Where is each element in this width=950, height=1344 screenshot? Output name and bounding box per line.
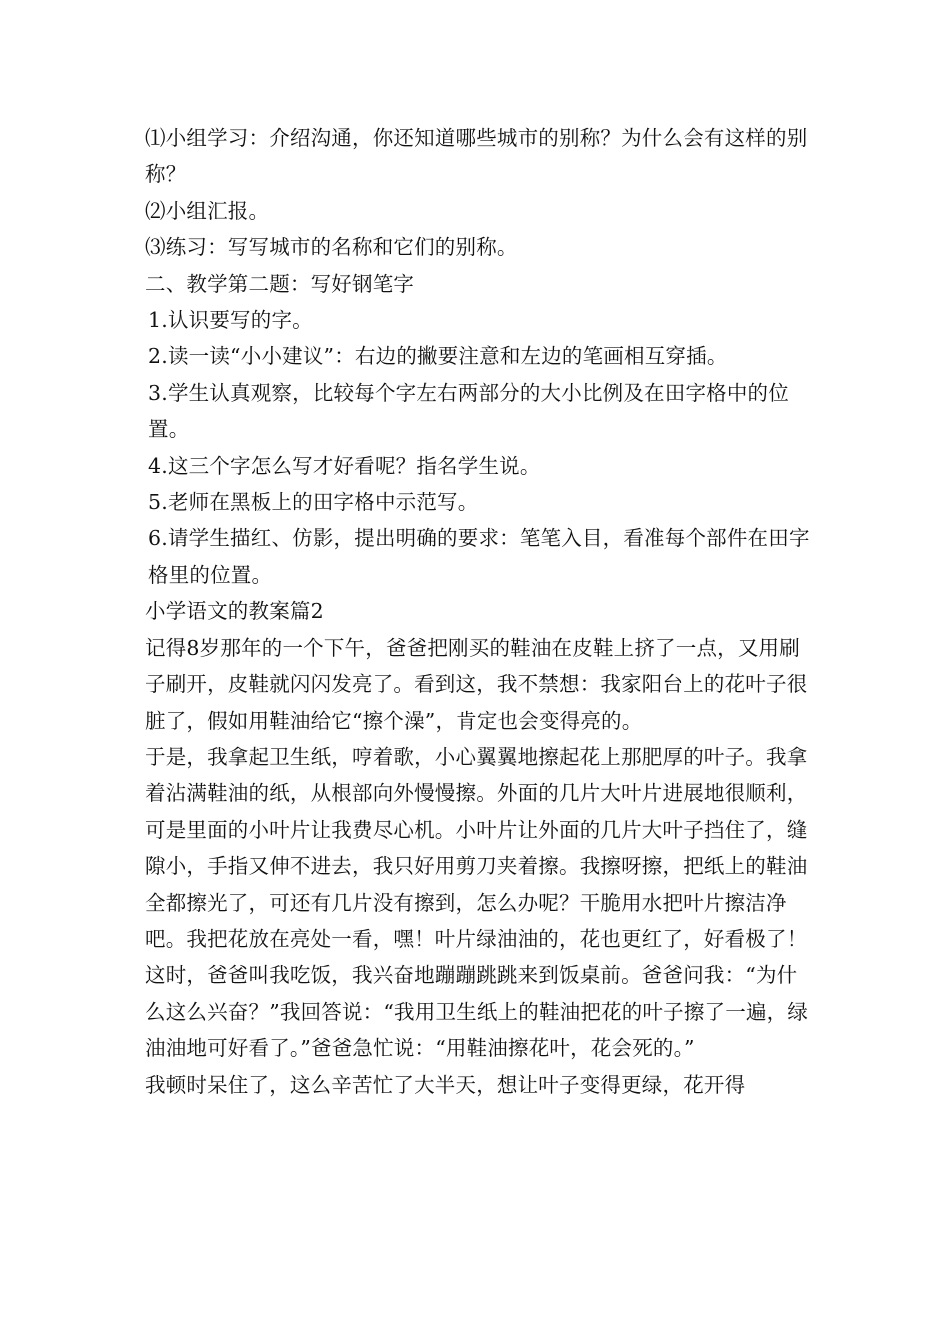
step-4: 4.这三个字怎么写才好看呢？指名学生说。	[148, 453, 541, 478]
paragraph-group-study: ⑴小组学习：介绍沟通，你还知道哪些城市的别称？为什么会有这样的别称？	[145, 126, 808, 187]
paragraph-practice: ⑶练习：写写城市的名称和它们的别称。	[145, 235, 518, 260]
step-5: 5.老师在黑板上的田字格中示范写。	[148, 490, 479, 515]
article-title: 小学语文的教案篇2	[145, 599, 324, 624]
story-paragraph-1: 记得8岁那年的一个下午，爸爸把刚买的鞋油在皮鞋上挤了一点，又用刷子刷开，皮鞋就闪闪发亮了。看到这，我不禁想：我家阳台上的花叶子很脏了，假如用鞋油给它“擦个澡”，肯定也会变得亮的。	[145, 635, 808, 733]
step-3: 3.学生认真观察，比较每个字左右两部分的大小比例及在田字格中的位置。	[148, 380, 789, 442]
story-paragraph-3: 这时，爸爸叫我吃饭，我兴奋地蹦蹦跳跳来到饭桌前。爸爸问我：“为什么这么兴奋？”我回答说：“我用卫生纸上的鞋油把花的叶子擦了一遍，绿油油地可好看了。”爸爸急忙说：“用鞋油擦花叶，花会死的。”	[145, 963, 809, 1061]
step-6: 6.请学生描红、仿影，提出明确的要求：笔笔入目，看准每个部件在田字格里的位置。	[148, 526, 810, 587]
document-body	[145, 120, 817, 1103]
step-1: 1.认识要写的字。	[148, 308, 313, 333]
story-paragraph-2: 于是，我拿起卫生纸，哼着歌，小心翼翼地擦起花上那肥厚的叶子。我拿着沾满鞋油的纸，从根部向外慢慢擦。外面的几片大叶片进展地很顺利，可是里面的小叶片让我费尽心机。小叶片让外面的几片大叶子挡住了，缝隙小，手指又伸不进去，我只好用剪刀夹着擦。我擦呀擦，把纸上的鞋油全都擦光了，可还有几片没有擦到，怎么办呢？干脆用水把叶片擦洁净吧。我把花放在亮处一看，嘿！叶片绿油油的，花也更红了，好看极了！	[145, 744, 808, 951]
paragraph-group-report: ⑵小组汇报。	[145, 198, 270, 223]
section-heading-pen-writing: 二、教学第二题：写好钢笔字	[145, 271, 415, 296]
step-2: 2.读一读“小小建议”：右边的撇要注意和左边的笔画相互穿插。	[148, 344, 728, 369]
story-paragraph-4: 我顿时呆住了，这么辛苦忙了大半天，想让叶子变得更绿，花开得	[145, 1072, 746, 1097]
